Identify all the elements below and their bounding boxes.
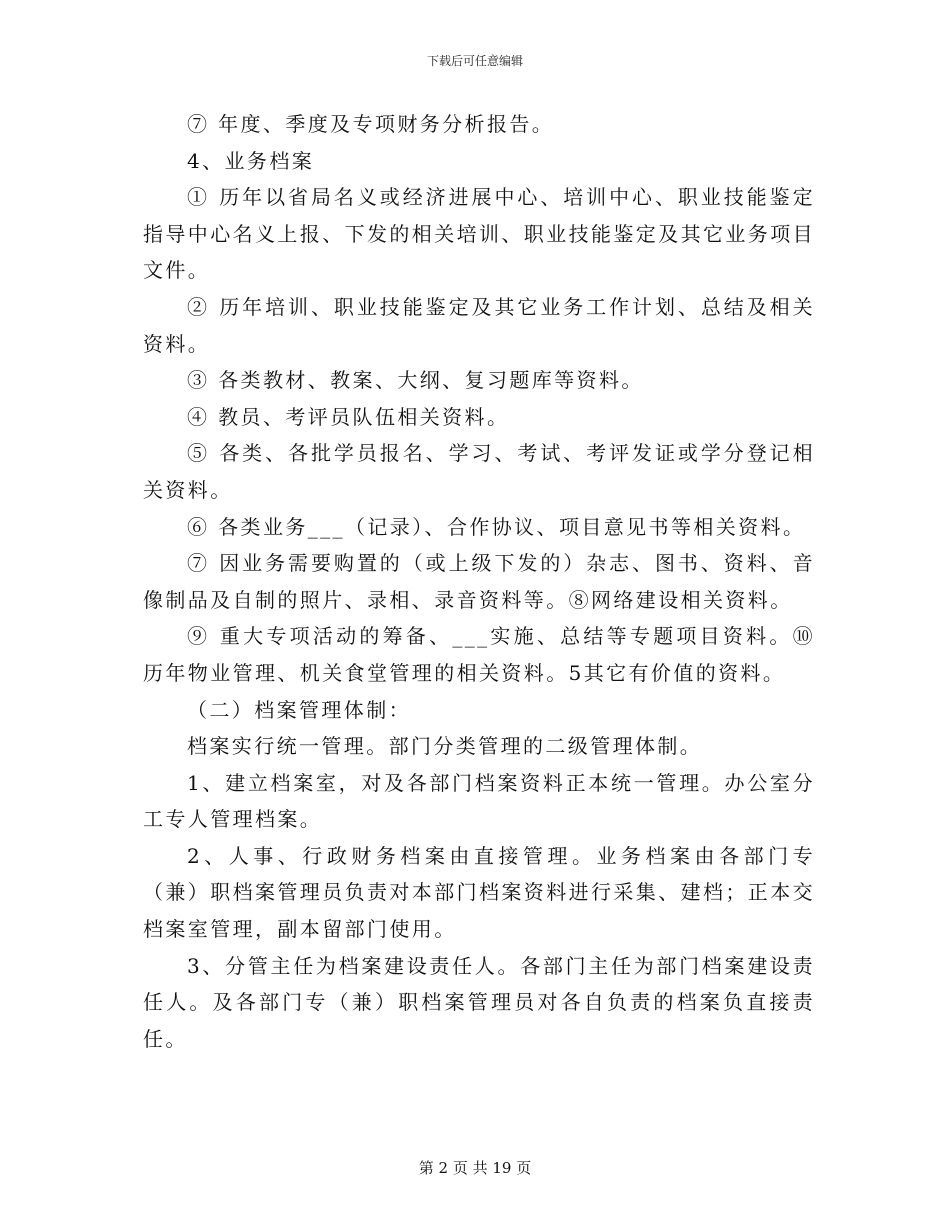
heading-business-archives: 4、业务档案 (187, 148, 315, 173)
paragraph-item-7-8: ⑦ 因业务需要购置的（或上级下发的）杂志、图书、资料、音像制品及自制的照片、录相、录音资料等。⑧网络建设相关资料。 (143, 551, 815, 612)
section-heading-management-system: （二）档案管理体制： (187, 697, 411, 722)
paragraph-item-5: ⑤ 各类、各批学员报名、学习、考试、考评发证或学分登记相关资料。 (143, 441, 815, 502)
paragraph-item-4: ④ 教员、考评员队伍相关资料。 (187, 404, 510, 429)
page-footer: 第 2 页 共 19 页 (418, 1159, 532, 1177)
paragraph-annual-financial-report: ⑦ 年度、季度及专项财务分析报告。 (187, 112, 555, 136)
paragraph-item-1: ① 历年以省局名义或经济进展中心、培训中心、职业技能鉴定指导中心名义上报、下发的相关培训、职业技能鉴定及其它业务项目文件。 (143, 185, 815, 283)
paragraph-rule-2: 2、人事、行政财务档案由直接管理。业务档案由各部门专（兼）职档案管理员负责对本部门档案资料进行采集、建档；正本交档案室管理，副本留部门使用。 (143, 843, 815, 942)
paragraph-item-3: ③ 各类教材、教案、大纲、复习题库等资料。 (187, 368, 644, 393)
paragraph-rule-1: 1、建立档案室，对及各部门档案资料正本统一管理。办公室分工专人管理档案。 (143, 770, 815, 832)
paragraph-item-6: ⑥ 各类业务___（记录）、合作协议、项目意见书等相关资料。 (187, 514, 806, 539)
document-body (143, 106, 815, 1057)
page-header: 下载后可任意编辑 (426, 54, 523, 68)
paragraph-rule-3: 3、分管主任为档案建设责任人。各部门主任为部门档案建设责任人。及各部门专（兼）职档案管理员对各自负责的档案负直接责任。 (143, 953, 815, 1051)
paragraph-management-summary: 档案实行统一管理。部门分类管理的二级管理体制。 (187, 734, 703, 759)
paragraph-item-9-10: ⑨ 重大专项活动的筹备、___实施、总结等专题项目资料。⑩历年物业管理、机关食堂管理的相关资料。5其它有价值的资料。 (143, 624, 815, 685)
paragraph-item-2: ② 历年培训、职业技能鉴定及其它业务工作计划、总结及相关资料。 (143, 294, 815, 356)
